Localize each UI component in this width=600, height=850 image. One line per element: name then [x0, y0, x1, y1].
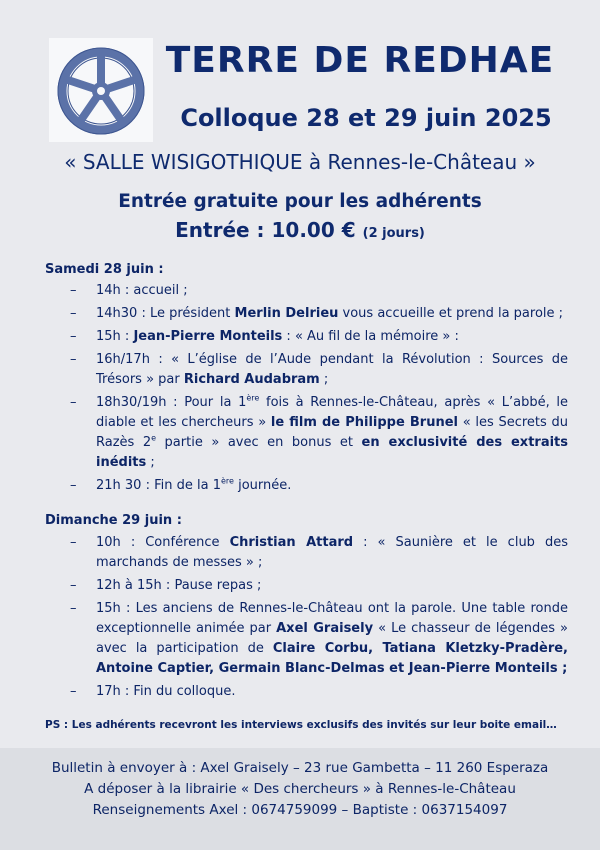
footer-line-bookshop: A déposer à la librairie « Des chercheurs » à Rennes-le-Château	[84, 781, 516, 797]
list-item: – 14h30 : Le président Merlin Delrieu vous accueille et prend la parole ;	[0, 304, 600, 324]
entry-price-value: Entrée : 10.00 €	[175, 218, 356, 242]
saturday-program	[0, 281, 600, 499]
saturday-heading: Samedi 28 juin :	[45, 262, 164, 277]
venue: « SALLE WISIGOTHIQUE à Rennes-le-Château »	[64, 150, 536, 174]
list-item: – 12h à 15h : Pause repas ;	[0, 576, 600, 596]
wheel-logo-svg	[49, 38, 153, 142]
list-item: – 10h : Conférence Christian Attard : « Saunière et le club des marchands de messes » ;	[0, 533, 600, 573]
list-item: – 21h 30 : Fin de la 1ère journée.	[0, 476, 600, 496]
entry-price-note: (2 jours)	[362, 226, 425, 241]
list-item: – 14h : accueil ;	[0, 281, 600, 301]
entry-price	[0, 218, 600, 242]
wheel-logo-icon	[49, 38, 153, 142]
free-entry-note: Entrée gratuite pour les adhérents	[118, 191, 482, 212]
list-item: – 18h30/19h : Pour la 1ère fois à Rennes-le-Château, après « L’abbé, le diable et les chercheurs » le film de Philippe Brunel « les Secrets du Razès 2e partie » avec en bonus et en exclusivité des extraits inédits ;	[0, 393, 600, 473]
list-item: – 15h : Jean-Pierre Monteils : « Au fil de la mémoire » :	[0, 327, 600, 347]
page-title: TERRE DE REDHAE	[165, 40, 555, 81]
footer-line-contact: Renseignements Axel : 0674759099 – Baptiste : 0637154097	[92, 802, 508, 818]
sunday-program	[0, 533, 600, 705]
sunday-heading: Dimanche 29 juin :	[45, 513, 182, 528]
colloque-dates: Colloque 28 et 29 juin 2025	[180, 104, 552, 132]
footer-line-address: Bulletin à envoyer à : Axel Graisely – 23 rue Gambetta – 11 260 Esperaza	[51, 760, 549, 776]
list-item: – 16h/17h : « L’église de l’Aude pendant la Révolution : Sources de Trésors » par Richard Audabram ;	[0, 350, 600, 390]
postscript: PS : Les adhérents recevront les interviews exclusifs des invités sur leur boite email…	[45, 719, 557, 731]
list-item: – 15h : Les anciens de Rennes-le-Château ont la parole. Une table ronde exceptionnelle animée par Axel Graisely « Le chasseur de légendes » avec la participation de Claire Corbu, Tatiana Kletzky-Pradère, Antoine Captier, Germain Blanc-Delmas et Jean-Pierre Monteils ;	[0, 599, 600, 679]
list-item: – 17h : Fin du colloque.	[0, 682, 600, 702]
footer	[0, 748, 600, 850]
